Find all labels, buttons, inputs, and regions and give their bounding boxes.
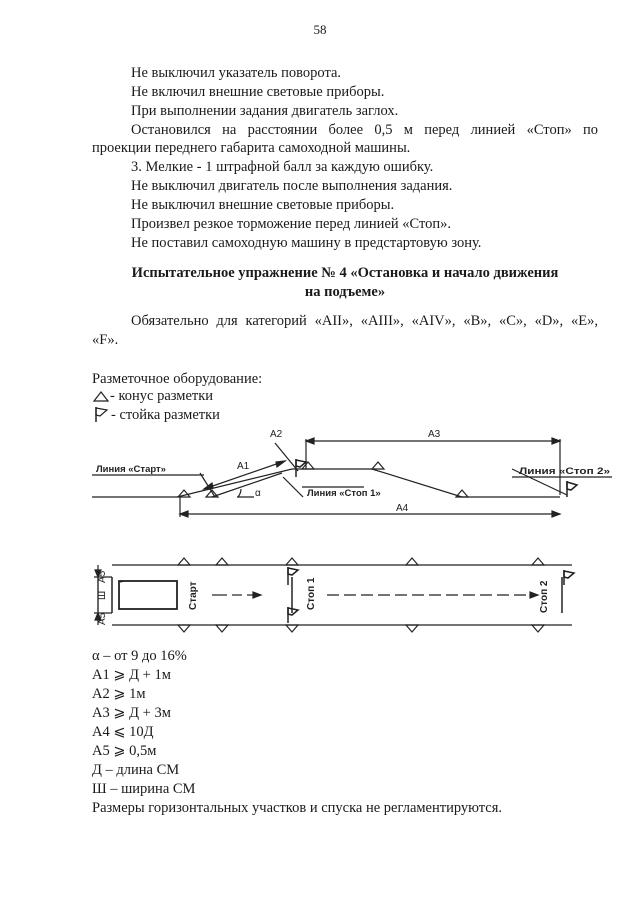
- text-line: Не выключил указатель поворота.: [131, 65, 342, 81]
- exercise-title-line2: на подъеме»: [304, 284, 386, 300]
- text-line: Произвел резкое торможение перед линией «Стоп».: [131, 216, 452, 232]
- arrow-head: [276, 461, 285, 467]
- text-line: При выполнении задания двигатель заглох.: [131, 103, 399, 119]
- cone-icon: [532, 558, 544, 565]
- post-icon: [564, 571, 574, 578]
- equipment-heading: Разметочное оборудование:: [92, 371, 263, 387]
- arrow-head: [306, 438, 314, 444]
- page-number: 58: [313, 22, 327, 37]
- exercise-title-line1: Испытательное упражнение № 4 «Остановка и начало движения: [131, 265, 559, 281]
- profile-diagram: [92, 425, 612, 525]
- paragraph-stop-line1: Остановился на расстоянии более 0,5 м перед линией «Стоп» по: [131, 122, 598, 138]
- arrow-head: [552, 511, 560, 517]
- a5-bottom-label: А5: [97, 612, 108, 625]
- a1-label: А1: [237, 461, 250, 472]
- paragraph-stop-line2: проекции переднего габарита самоходной машины.: [92, 140, 411, 156]
- param-line: Размеры горизонтальных участков и спуска не регламентируются.: [92, 800, 503, 816]
- alpha-label: α: [255, 488, 261, 499]
- text-line: Не поставил самоходную машину в предстартовую зону.: [131, 235, 482, 251]
- arrow-head: [552, 438, 560, 444]
- param-line: А5 ⩾ 0,5м: [92, 743, 157, 759]
- cone-icon: [532, 625, 544, 632]
- stop1-line-label: Линия «Стоп 1»: [307, 488, 381, 499]
- param-line: Д – длина СМ: [92, 762, 180, 778]
- a2-dimension: [275, 443, 298, 471]
- cone-icon: [372, 462, 384, 469]
- start-line-label: Линия «Старт»: [96, 464, 166, 475]
- param-line: Ш – ширина СМ: [92, 781, 196, 797]
- plan-diagram: [92, 555, 612, 640]
- stop1-label: Стоп 1: [306, 577, 317, 610]
- cone-icon: [286, 625, 298, 632]
- alpha-arc: [238, 489, 241, 497]
- cone-icon: [178, 625, 190, 632]
- cone-icon: [216, 625, 228, 632]
- text-line: Не выключил двигатель после выполнения задания.: [131, 178, 453, 194]
- stop1-line: [283, 477, 303, 497]
- minor-errors-heading: 3. Мелкие - 1 штрафной балл за каждую ошибку.: [131, 159, 434, 175]
- legend-post-label: - стойка разметки: [111, 407, 220, 423]
- stop2-label: Стоп 2: [539, 580, 550, 613]
- cone-icon: [286, 558, 298, 565]
- arrow-head: [204, 483, 213, 489]
- text-line: Не выключил внешние световые приборы.: [131, 197, 395, 213]
- arrow-head: [180, 511, 188, 517]
- param-line: А4 ⩽ 10Д: [92, 724, 154, 740]
- post-icon: [288, 608, 298, 615]
- a3-label: А3: [428, 429, 441, 440]
- post-icon: [288, 568, 298, 575]
- param-line: А3 ⩾ Д + 3м: [92, 705, 171, 721]
- dimension-line: [212, 473, 282, 497]
- post-icon: [92, 405, 110, 423]
- start-label: Старт: [188, 581, 199, 610]
- param-line: А2 ⩾ 1м: [92, 686, 146, 702]
- sh-label: Ш: [97, 590, 108, 600]
- cone-icon: [92, 389, 110, 403]
- text-line: Не включил внешние световые приборы.: [131, 84, 385, 100]
- arrow-head: [530, 592, 538, 598]
- arrow-head: [253, 592, 261, 598]
- a5-top-label: А5: [97, 570, 108, 583]
- cone-icon: [178, 558, 190, 565]
- mandatory-categories-line2: «F».: [92, 332, 119, 348]
- cone-icon: [216, 558, 228, 565]
- param-line: А1 ⩾ Д + 1м: [92, 667, 171, 683]
- param-line: α – от 9 до 16%: [92, 648, 187, 664]
- legend-cone-label: - конус разметки: [110, 388, 214, 404]
- stop2-line-label: Линия «Стоп 2»: [519, 466, 610, 477]
- a4-label: А4: [396, 503, 409, 514]
- post-icon: [567, 482, 577, 490]
- vehicle-rect: [119, 581, 177, 609]
- mandatory-categories-line1: Обязательно для категорий «AII», «AIII», «AIV», «B», «C», «D», «E»,: [131, 313, 598, 329]
- cone-icon: [406, 625, 418, 632]
- a2-label: А2: [270, 429, 283, 440]
- cone-icon: [406, 558, 418, 565]
